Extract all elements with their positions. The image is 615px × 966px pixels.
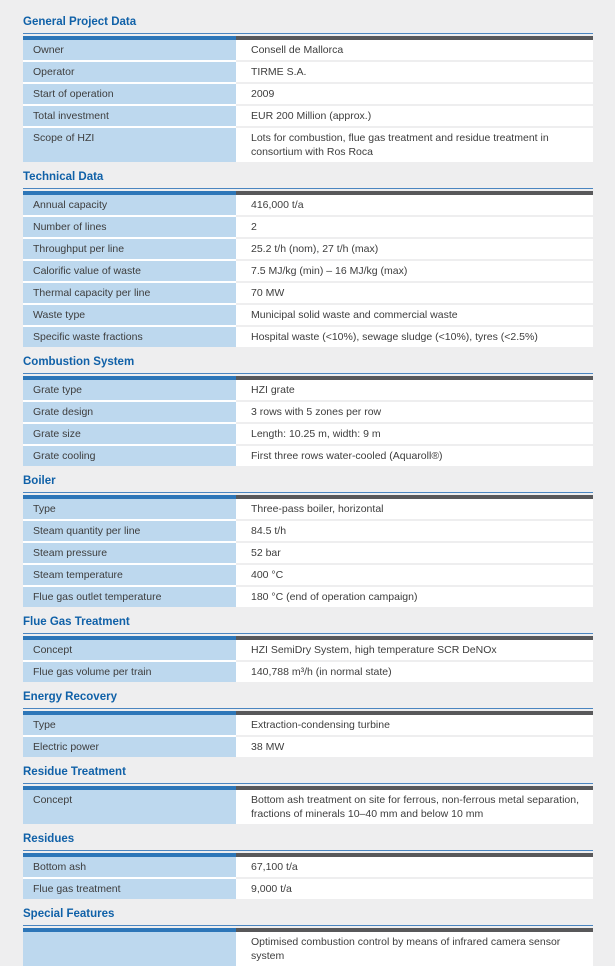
row-value: 84.5 t/h <box>236 521 593 541</box>
row-label: Steam pressure <box>23 543 236 563</box>
table-row <box>23 60 593 82</box>
row-value: First three rows water-cooled (Aquaroll®) <box>236 446 593 466</box>
section-boiler <box>23 475 593 607</box>
row-label: Bottom ash <box>23 857 236 877</box>
row-value: Municipal solid waste and commercial waste <box>236 305 593 325</box>
table-row <box>23 857 593 877</box>
section-title: Residue Treatment <box>23 766 593 784</box>
row-value: 140,788 m³/h (in normal state) <box>236 662 593 682</box>
section-residue-treatment <box>23 766 593 824</box>
table-row <box>23 499 593 519</box>
row-label: Specific waste fractions <box>23 327 236 347</box>
row-label: Grate design <box>23 402 236 422</box>
row-value: Consell de Mallorca <box>236 40 593 60</box>
section-flue-gas-treatment <box>23 616 593 682</box>
row-label: Electric power <box>23 737 236 757</box>
row-value: EUR 200 Million (approx.) <box>236 106 593 126</box>
section-technical-data <box>23 171 593 347</box>
table-row <box>23 195 593 215</box>
table-row <box>23 40 593 60</box>
data-table <box>23 36 593 162</box>
section-title: General Project Data <box>23 16 593 34</box>
row-value: 180 °C (end of operation campaign) <box>236 587 593 607</box>
data-table <box>23 928 593 966</box>
section-general-project-data <box>23 16 593 162</box>
row-value: Hospital waste (<10%), sewage sludge (<10%), tyres (<2.5%) <box>236 327 593 347</box>
section-energy-recovery <box>23 691 593 757</box>
row-label: Steam quantity per line <box>23 521 236 541</box>
table-row <box>23 790 593 824</box>
table-row <box>23 281 593 303</box>
table-row <box>23 325 593 347</box>
table-row <box>23 735 593 757</box>
row-value: Three-pass boiler, horizontal <box>236 499 593 519</box>
table-row <box>23 82 593 104</box>
row-label: Operator <box>23 62 236 82</box>
section-title: Special Features <box>23 908 593 926</box>
section-title: Combustion System <box>23 356 593 374</box>
row-value: 2 <box>236 217 593 237</box>
table-row <box>23 541 593 563</box>
row-label: Type <box>23 499 236 519</box>
section-title: Residues <box>23 833 593 851</box>
row-label: Grate cooling <box>23 446 236 466</box>
row-value: 416,000 t/a <box>236 195 593 215</box>
row-value: Lots for combustion, flue gas treatment and residue treatment in consortium with Ros Roca <box>236 128 593 162</box>
section-title: Energy Recovery <box>23 691 593 709</box>
row-label: Flue gas outlet temperature <box>23 587 236 607</box>
row-value: Length: 10.25 m, width: 9 m <box>236 424 593 444</box>
table-row <box>23 422 593 444</box>
row-label: Flue gas treatment <box>23 879 236 899</box>
row-label: Concept <box>23 640 236 660</box>
data-table <box>23 853 593 899</box>
row-value: HZI SemiDry System, high temperature SCR DeNOx <box>236 640 593 660</box>
row-label: Annual capacity <box>23 195 236 215</box>
data-table <box>23 376 593 466</box>
row-value: 400 °C <box>236 565 593 585</box>
row-value: 9,000 t/a <box>236 879 593 899</box>
row-label: Scope of HZI <box>23 128 236 162</box>
row-label: Thermal capacity per line <box>23 283 236 303</box>
row-label: Number of lines <box>23 217 236 237</box>
data-table <box>23 786 593 824</box>
datasheet-page <box>23 16 593 966</box>
table-row <box>23 932 593 966</box>
table-row <box>23 104 593 126</box>
row-value: 70 MW <box>236 283 593 303</box>
row-value: 52 bar <box>236 543 593 563</box>
table-row <box>23 237 593 259</box>
table-row <box>23 380 593 400</box>
section-title: Technical Data <box>23 171 593 189</box>
section-special-features <box>23 908 593 966</box>
row-label: Waste type <box>23 305 236 325</box>
row-label: Flue gas volume per train <box>23 662 236 682</box>
data-table <box>23 711 593 757</box>
row-label: Grate size <box>23 424 236 444</box>
table-row <box>23 444 593 466</box>
row-value: 38 MW <box>236 737 593 757</box>
row-value: 25.2 t/h (nom), 27 t/h (max) <box>236 239 593 259</box>
row-value: 3 rows with 5 zones per row <box>236 402 593 422</box>
row-label: Throughput per line <box>23 239 236 259</box>
data-table <box>23 636 593 682</box>
row-label: Start of operation <box>23 84 236 104</box>
row-label: Total investment <box>23 106 236 126</box>
row-label: Owner <box>23 40 236 60</box>
section-title: Boiler <box>23 475 593 493</box>
table-row <box>23 563 593 585</box>
table-row <box>23 585 593 607</box>
row-value: 2009 <box>236 84 593 104</box>
table-row <box>23 660 593 682</box>
table-row <box>23 400 593 422</box>
row-value: HZI grate <box>236 380 593 400</box>
table-row <box>23 303 593 325</box>
row-value: 67,100 t/a <box>236 857 593 877</box>
row-label: Grate type <box>23 380 236 400</box>
table-row <box>23 259 593 281</box>
row-value: Bottom ash treatment on site for ferrous, non-ferrous metal separation, fractions of minerals 10–40 mm and below 10 mm <box>236 790 593 824</box>
table-row <box>23 215 593 237</box>
row-label: Steam temperature <box>23 565 236 585</box>
table-row <box>23 877 593 899</box>
section-title: Flue Gas Treatment <box>23 616 593 634</box>
table-row <box>23 715 593 735</box>
data-table <box>23 191 593 347</box>
data-table <box>23 495 593 607</box>
row-value: Optimised combustion control by means of infrared camera sensor system <box>236 932 593 966</box>
row-label: Type <box>23 715 236 735</box>
row-value: 7.5 MJ/kg (min) – 16 MJ/kg (max) <box>236 261 593 281</box>
section-combustion-system <box>23 356 593 466</box>
row-value: Extraction-condensing turbine <box>236 715 593 735</box>
row-value: TIRME S.A. <box>236 62 593 82</box>
table-row <box>23 640 593 660</box>
section-residues <box>23 833 593 899</box>
row-label: Concept <box>23 790 236 824</box>
row-label: Calorific value of waste <box>23 261 236 281</box>
row-label <box>23 932 236 966</box>
table-row <box>23 126 593 162</box>
table-row <box>23 519 593 541</box>
